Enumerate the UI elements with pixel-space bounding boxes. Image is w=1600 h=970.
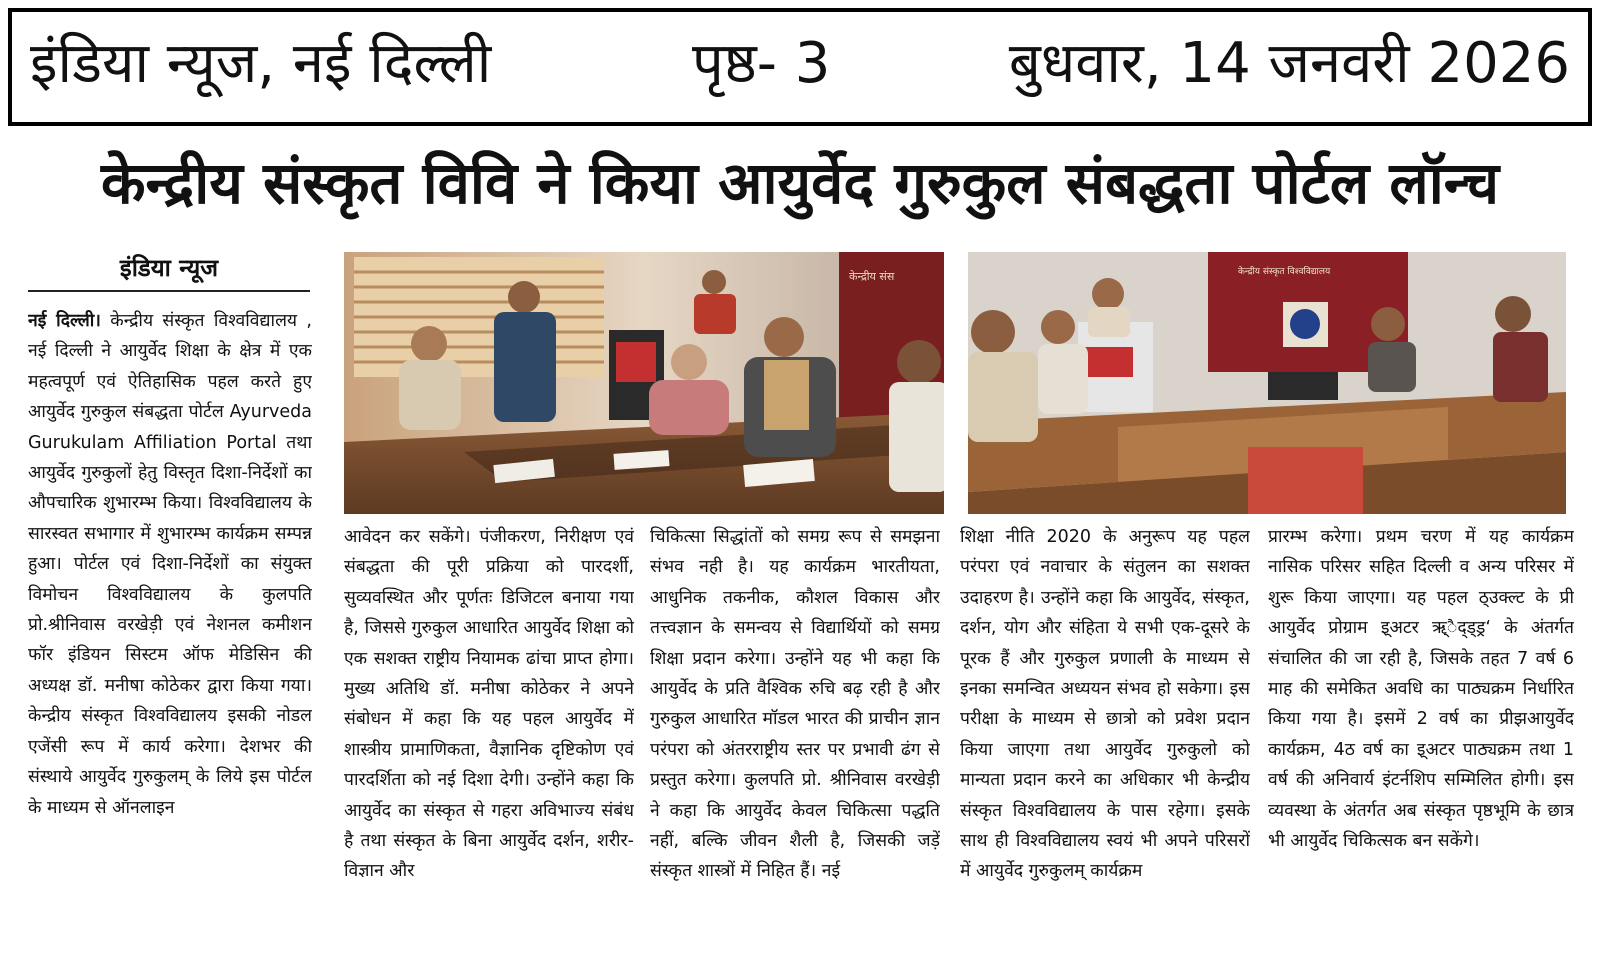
article-text-col1: केन्द्रीय संस्कृत विश्वविद्यालय , नई दिल्ली ने आयुर्वेद शिक्षा के क्षेत्र में एक महत्वपूर्ण एवं ऐतिहासिक पहल करते हुए आयुर्वेद गुरुकुल संबद्धता पोर्टल Ayurveda Gurukulam Affiliation Portal तथा आयुर्वेद गुरुकुलों हेतु विस्तृत दिशा-निर्देशों का औपचारिक शुभारम्भ किया। विश्वविद्यालय के सारस्वत सभागार में शुभारम्भ कार्यक्रम सम्पन्न हुआ। पोर्टल एवं दिशा-निर्देशों का संयुक्त विमोचन विश्वविद्यालय के कुलपति प्रो.श्रीनिवास वरखेड़ी एवं नेशनल कमीशन फॉर इंडियन सिस्टम ऑफ मेडिसिन की अध्यक्ष डॉ. मनीषा कोठेकर द्वारा किया गया। केन्द्रीय संस्कृत विश्वविद्यालय इसकी नोडल एजेंसी रूप में कार्य करेगा। देशभर की संस्थाये आयुर्वेद गुरुकुलम् के लिये इस पोर्टल के माध्यम से ऑनलाइन [28, 311, 312, 818]
hall-photo-illustration [968, 252, 1566, 514]
person-right-edge [889, 340, 944, 492]
article-column-5 [1268, 522, 1574, 942]
conference-hall-photo [968, 252, 1566, 514]
wall-sign-text: केन्द्रीय संस [849, 270, 895, 283]
publication-name: इंडिया न्यूज, नई दिल्ली [30, 31, 492, 96]
article-headline: केन्द्रीय संस्कृत विवि ने किया आयुर्वेद गुरुकुल संबद्धता पोर्टल लॉन्च [100, 149, 1500, 217]
article-column-3 [650, 522, 940, 942]
portal-launch-meeting-photo [344, 252, 944, 514]
article-column-1 [28, 306, 312, 942]
article-column-4 [960, 522, 1250, 942]
article-text-col4: शिक्षा नीति 2020 के अनुरूप यह पहल परंपरा एवं नवाचार के संतुलन का सशक्त उदाहरण है। उन्होंने कहा कि आयुर्वेद, संस्कृत, दर्शन, योग और संहिता ये सभी एक-दूसरे के पूरक हैं और गुरुकुल प्रणाली के माध्यम से इनका समन्वित अध्ययन संभव हो सकेगा। इस परीक्षा के माध्यम से छात्रो को प्रवेश प्रदान किया जाएगा तथा आयुर्वेद गुरुकुलो को मान्यता प्रदान करने का अधिकार भी केन्द्रीय संस्कृत विश्वविद्यालय के पास रहेगा। इसके साथ ही विश्वविद्यालय स्वयं भी अपने परिसरों में आयुर्वेद गुरुकुलम् कार्यक्रम [960, 527, 1250, 882]
page-number: पृष्ठ- 3 [692, 31, 831, 96]
article-text-col5: प्रारम्भ करेगा। प्रथम चरण में यह कार्यक्रम नासिक परिसर सहित दिल्ली व अन्य परिसर में शुरू किया जाएगा। यह पहल ठ्उक्ल्ट के प्री आयुर्वेद प्रोग्राम इ्अटर ऋ्ैद्ड्ड्र‘ के अंतर्गत संचालित की जा रही है, जिसके तहत 7 वर्ष 6 माह की समेकित अवधि का पाठ्यक्रम निर्धारित किया गया है। इसमें 2 वर्ष का प्रीझआयुर्वेद कार्यक्रम, 4ठ वर्ष का इ्अटर पाठ्यक्रम तथा 1 वर्ष की अनिवार्य इंटर्नशिप सम्मिलित होगी। इस व्यवस्था के अंतर्गत अब संस्कृत पृष्ठभूमि के छात्र भी आयुर्वेद चिकित्सक बन सकेंगे। [1268, 527, 1574, 852]
meeting-photo-illustration [344, 252, 944, 514]
masthead [8, 8, 1592, 126]
hall-sign-text: केन्द्रीय संस्कृत विश्वविद्यालय [1238, 267, 1331, 277]
article-text-col3: चिकित्सा सिद्धांतों को समग्र रूप से समझना संभव नही है। यह कार्यक्रम भारतीयता, आधुनिक तकनीक, कौशल विकास और तत्त्वज्ञान के समन्वय से विद्यार्थियों को समग्र शिक्षा प्रदान करेगा। उन्होंने यह भी कहा कि आयुर्वेद के प्रति वैश्विक रुचि बढ़ रही है और गुरुकुल आधारित मॉडल भारत की प्राचीन ज्ञान परंपरा को अंतरराष्ट्रीय स्तर पर प्रभावी ढंग से प्रस्तुत करेगा। कुलपति प्रो. श्रीनिवास वरखेड़ी ने कहा कि आयुर्वेद केवल चिकित्सा पद्धति नहीं, बल्कि जीवन शैली है, जिसकी जड़ें संस्कृत शास्त्रों में निहित हैं। नई [650, 527, 940, 882]
article-column-2 [344, 522, 634, 942]
issue-date: बुधवार, 14 जनवरी 2026 [1008, 31, 1570, 96]
article-text-col2: आवेदन कर सकेंगे। पंजीकरण, निरीक्षण एवं संबद्धता की पूरी प्रक्रिया को पारदर्शी, सुव्यवस्थित और पूर्णतः डिजिटल बनाया गया है, जिससे गुरुकुल आधारित आयुर्वेद शिक्षा को एक सशक्त राष्ट्रीय नियामक ढांचा प्राप्त होगा। मुख्य अतिथि डॉ. मनीषा कोठेकर ने अपने संबोधन में कहा कि यह पहल आयुर्वेद में शास्त्रीय प्रामाणिकता, वैज्ञानिक दृष्टिकोण एवं पारदर्शिता को नई दिशा देगी। उन्होंने कहा कि आयुर्वेद का संस्कृत से गहरा अविभाज्य संबंध है तथा संस्कृत के बिना आयुर्वेद दर्शन, शरीर-विज्ञान और [344, 527, 634, 882]
byline: इंडिया न्यूज [28, 248, 310, 292]
dateline: नई दिल्ली। [28, 311, 101, 331]
